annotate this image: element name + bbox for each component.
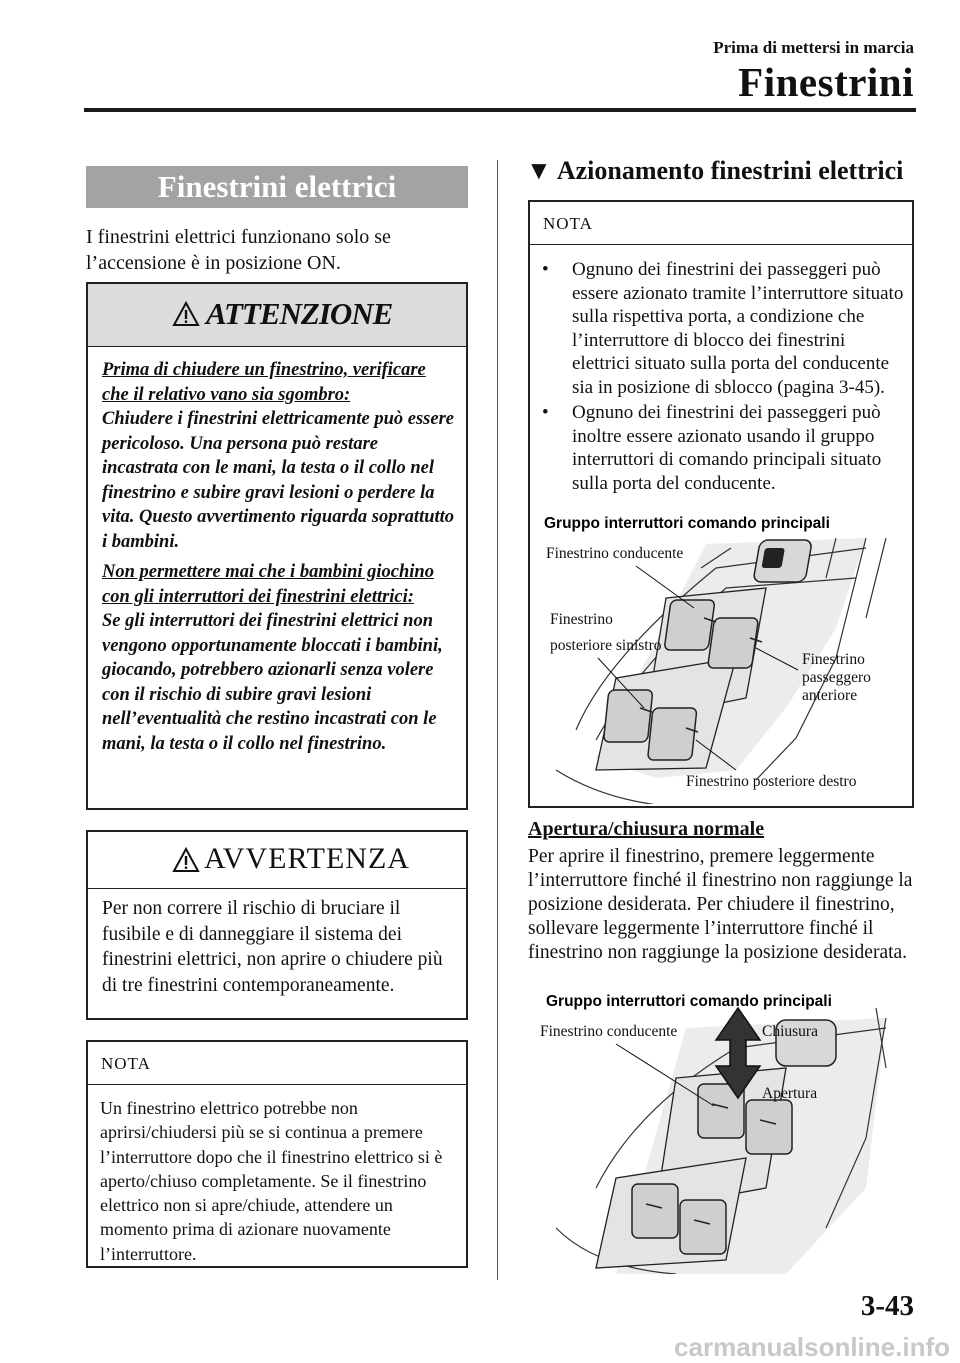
attenzione-lead-2: Non permettere mai che i bambini giochino con gli interruttori dei finestrini elettrici: — [102, 562, 434, 607]
label-driver-window: Finestrino conducente — [546, 545, 684, 562]
switch-operation-illustration — [536, 988, 906, 1274]
normal-operation-body: Per aprire il finestrino, premere leggermente l’interruttore finché il finestrino non raggiunge la posizione desiderata. Per chiudere il finestrino, sollevare leggermente l’interruttore finché il finestrino non raggiunge la posizione desiderata. — [528, 846, 913, 963]
avvertenza-body: Per non correre il rischio di bruciare il fusibile e di danneggiare il sistema dei finestrini elettrici, non aprire o chiudere più di tre finestrini contemporaneamente. — [102, 898, 443, 996]
page-number: 3-43 — [860, 1290, 914, 1322]
nota-title: NOTA — [543, 214, 593, 233]
list-item — [542, 258, 906, 399]
avvertenza-box — [86, 830, 468, 1020]
avvertenza-header — [88, 832, 466, 889]
list-item-text: Ognuno dei finestrini dei passeggeri può essere azionato tramite l’interruttore situato sulla rispettiva porta, a condizione che l’interruttore di blocco dei finestrini elettrici situato sulla porta del conducente sia in posizione di sblocco (pagina 3-45). — [572, 259, 904, 398]
label-driver-window: Finestrino conducente — [540, 1023, 678, 1040]
nota-list — [542, 258, 906, 497]
list-item — [542, 401, 906, 495]
subsection-title — [526, 156, 903, 186]
attenzione-box — [86, 282, 468, 810]
attenzione-header — [88, 284, 466, 347]
avvertenza-title: AVVERTENZA — [204, 842, 410, 875]
nota-box-left — [86, 1040, 468, 1268]
nota-header — [530, 202, 912, 245]
nota-header — [88, 1042, 466, 1085]
bullet-icon: • — [542, 259, 549, 280]
normal-operation-title: Apertura/chiusura normale — [528, 818, 765, 840]
column-divider — [497, 160, 498, 1280]
label-close: Chiusura — [762, 1023, 818, 1040]
label-front-passenger-window-line2: passeggero — [802, 669, 871, 686]
bullet-icon: • — [542, 402, 549, 423]
header-rule — [84, 108, 916, 112]
running-header-title: Finestrini — [738, 59, 914, 105]
switch-panel-illustration — [536, 508, 906, 804]
label-front-passenger-window-line1: Finestrino — [802, 651, 865, 668]
attenzione-text-1: Chiudere i finestrini elettricamente può essere pericoloso. Una persona può restare incastrata con le mani, la testa o il collo nel finestrino e subire gravi lesioni o perdere la vita. Questo avvertimento riguarda soprattutto i bambini. — [102, 409, 455, 552]
watermark: carmanualsonline.info — [674, 1332, 950, 1362]
figure-caption: Gruppo interruttori comando principali — [546, 993, 832, 1010]
intro-paragraph: I finestrini elettrici funzionano solo se l’accensione è in posizione ON. — [86, 226, 391, 274]
triangle-bullet-icon: ▼ — [526, 156, 552, 185]
label-rear-left-window-line1: Finestrino — [550, 611, 613, 628]
label-front-passenger-window-line3: anteriore — [802, 687, 858, 704]
figure-caption: Gruppo interruttori comando principali — [544, 515, 830, 532]
list-item-text: Ognuno dei finestrini dei passeggeri può inoltre essere azionato usando il gruppo interruttori di comando principali situato sulla porta del conducente. — [572, 402, 882, 494]
subsection-title-text: Azionamento finestrini elettrici — [556, 156, 904, 185]
label-rear-left-window-line2: posteriore sinistro — [550, 637, 662, 654]
nota-body: Un finestrino elettrico potrebbe non aprirsi/chiudersi più se si continua a premere l’interruttore dopo che il finestrino elettrico si è aperto/chiuso completamente. Se il finestrino elettrico non si apre/chiude, attendere un momento prima di azionare nuovamente l’interruttore. — [100, 1098, 443, 1264]
nota-title: NOTA — [101, 1054, 151, 1073]
warning-triangle-icon — [172, 847, 200, 873]
attenzione-lead-1: Prima di chiudere un finestrino, verificare che il relativo vano sia sgombro: — [102, 360, 426, 405]
label-rear-right-window: Finestrino posteriore destro — [686, 773, 857, 790]
warning-triangle-icon — [172, 301, 200, 327]
attenzione-text-2: Se gli interruttori dei finestrini elettrici non vengono opportunamente bloccati i bambini, giocando, potrebbero azionarli senza volere con il rischio di subire gravi lesioni nell’eventualità che restino incastrati con le mani, la testa o il collo nel finestrino. — [102, 611, 443, 754]
attenzione-title: ATTENZIONE — [206, 296, 393, 331]
section-banner: Finestrini elettrici — [86, 166, 468, 208]
label-open: Apertura — [762, 1085, 818, 1102]
running-header-section: Prima di mettersi in marcia — [713, 38, 914, 57]
attenzione-body — [102, 358, 456, 762]
